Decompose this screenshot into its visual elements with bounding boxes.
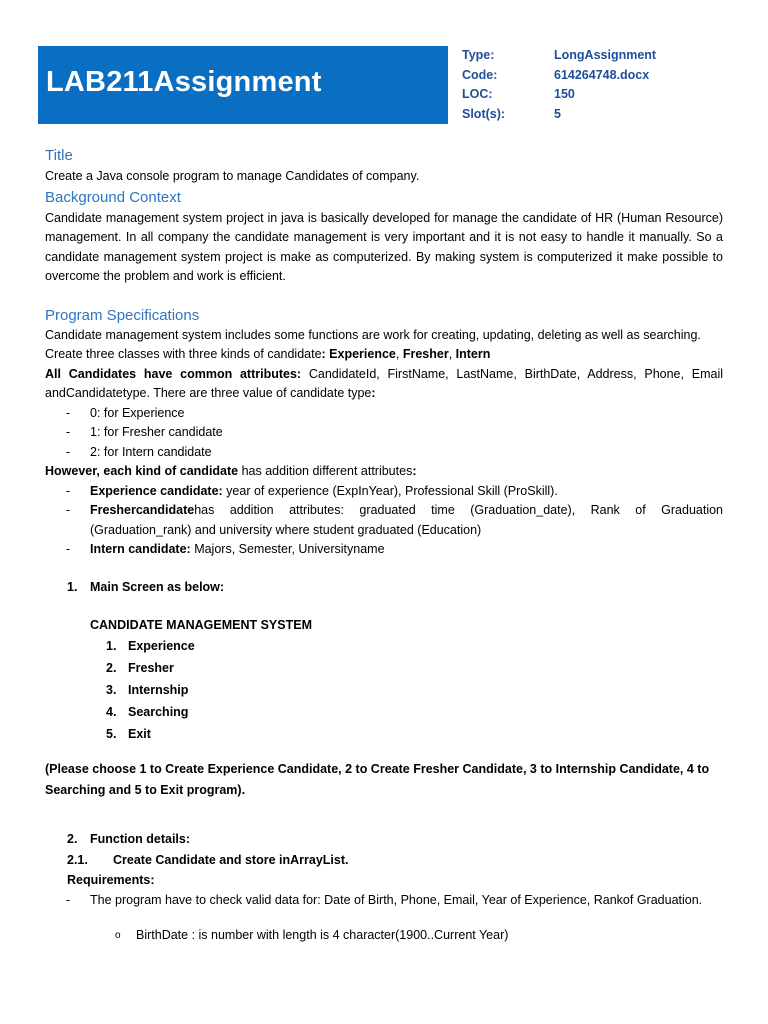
meta-row-type bbox=[462, 48, 742, 68]
menu-title: CANDIDATE MANAGEMENT SYSTEM bbox=[90, 617, 312, 632]
birthdate-rule: o BirthDate : is number with length is 4 character(1900..Current Year) bbox=[45, 926, 723, 946]
spec-line-1: Candidate management system includes some functions are work for creating, updating, deleting as well as searching. bbox=[45, 327, 701, 342]
meta-row-code bbox=[462, 68, 742, 88]
candidate-type-list bbox=[45, 404, 723, 463]
meta-value: LongAssignment bbox=[554, 48, 657, 62]
requirements-list bbox=[45, 890, 723, 911]
meta-key: Type: bbox=[462, 48, 495, 62]
candidate-kind-list bbox=[45, 482, 723, 560]
list-item: - 0: for Experience bbox=[45, 404, 723, 424]
console-menu bbox=[90, 615, 723, 745]
list-item: - 2: for Intern candidate bbox=[45, 443, 723, 463]
meta-row-loc bbox=[462, 87, 742, 107]
meta-key: LOC: bbox=[462, 87, 493, 101]
create-candidate-heading: 2.1. Create Candidate and store inArrayList. bbox=[67, 852, 349, 867]
background-text: Candidate management system project in java is basically developed for manage the candidate of HR (Human Resource) management. In all company the candidate management is very important and it is not easy to handle it manually. So a candidate management system project is make as computerized. By making system is computerized it make possible to overcome the problem and work is efficient. bbox=[45, 210, 723, 283]
meta-row-slots bbox=[462, 107, 742, 127]
meta-key: Code: bbox=[462, 67, 498, 82]
meta-value: 614264748.docx bbox=[554, 67, 650, 82]
list-item: - The program have to check valid data for: Date of Birth, Phone, Email, Year of Experience, Rankof Graduation. bbox=[45, 890, 723, 911]
menu-item: 3. Internship bbox=[106, 682, 189, 697]
function-details-heading: 2. Function details: bbox=[67, 831, 190, 846]
document-title: LAB211Assignment bbox=[46, 66, 322, 98]
menu-item: 2. Fresher bbox=[106, 660, 174, 675]
background-heading: Background Context bbox=[45, 188, 181, 206]
list-item: - 1: for Fresher candidate bbox=[45, 423, 723, 443]
meta-value: 150 bbox=[554, 87, 575, 101]
menu-item: 5. Exit bbox=[106, 726, 151, 741]
list-item: - Freshercandidatehas addition attributes: graduated time (Graduation_date), Rank of Graduation (Graduation_rank) and university where student graduated (Education) bbox=[45, 501, 723, 540]
menu-item: 1. Experience bbox=[106, 638, 195, 653]
spec-heading: Program Specifications bbox=[45, 306, 200, 324]
requirements-label: Requirements: bbox=[67, 872, 155, 887]
list-item: - Intern candidate: Majors, Semester, Universityname bbox=[45, 540, 723, 560]
meta-key: Slot(s): bbox=[462, 106, 506, 121]
meta-value: 5 bbox=[554, 106, 561, 121]
document-body bbox=[45, 146, 723, 946]
title-text: Create a Java console program to manage Candidates of company. bbox=[45, 169, 420, 183]
main-screen-heading: 1. Main Screen as below: bbox=[67, 579, 225, 594]
meta-table bbox=[462, 48, 742, 126]
spec-line-2: Create three classes with three kinds of candidate: Experience, Fresher, Intern bbox=[45, 347, 491, 361]
menu-note: (Please choose 1 to Create Experience Candidate, 2 to Create Fresher Candidate, 3 to Internship Candidate, 4 to Searching and 5 to Exit program). bbox=[45, 761, 710, 797]
title-banner bbox=[38, 46, 448, 124]
however-line: However, each kind of candidate has addition different attributes: bbox=[45, 464, 417, 478]
common-attributes: All Candidates have common attributes: CandidateId, FirstName, LastName, BirthDate, Address, Phone, Email andCandidatetype. There are three value of candidate type: bbox=[45, 366, 723, 400]
circle-bullet-icon: o bbox=[115, 930, 121, 941]
menu-item: 4. Searching bbox=[106, 704, 189, 719]
list-item: - Experience candidate: year of experience (ExpInYear), Professional Skill (ProSkill). bbox=[45, 482, 723, 502]
title-heading: Title bbox=[45, 147, 73, 164]
